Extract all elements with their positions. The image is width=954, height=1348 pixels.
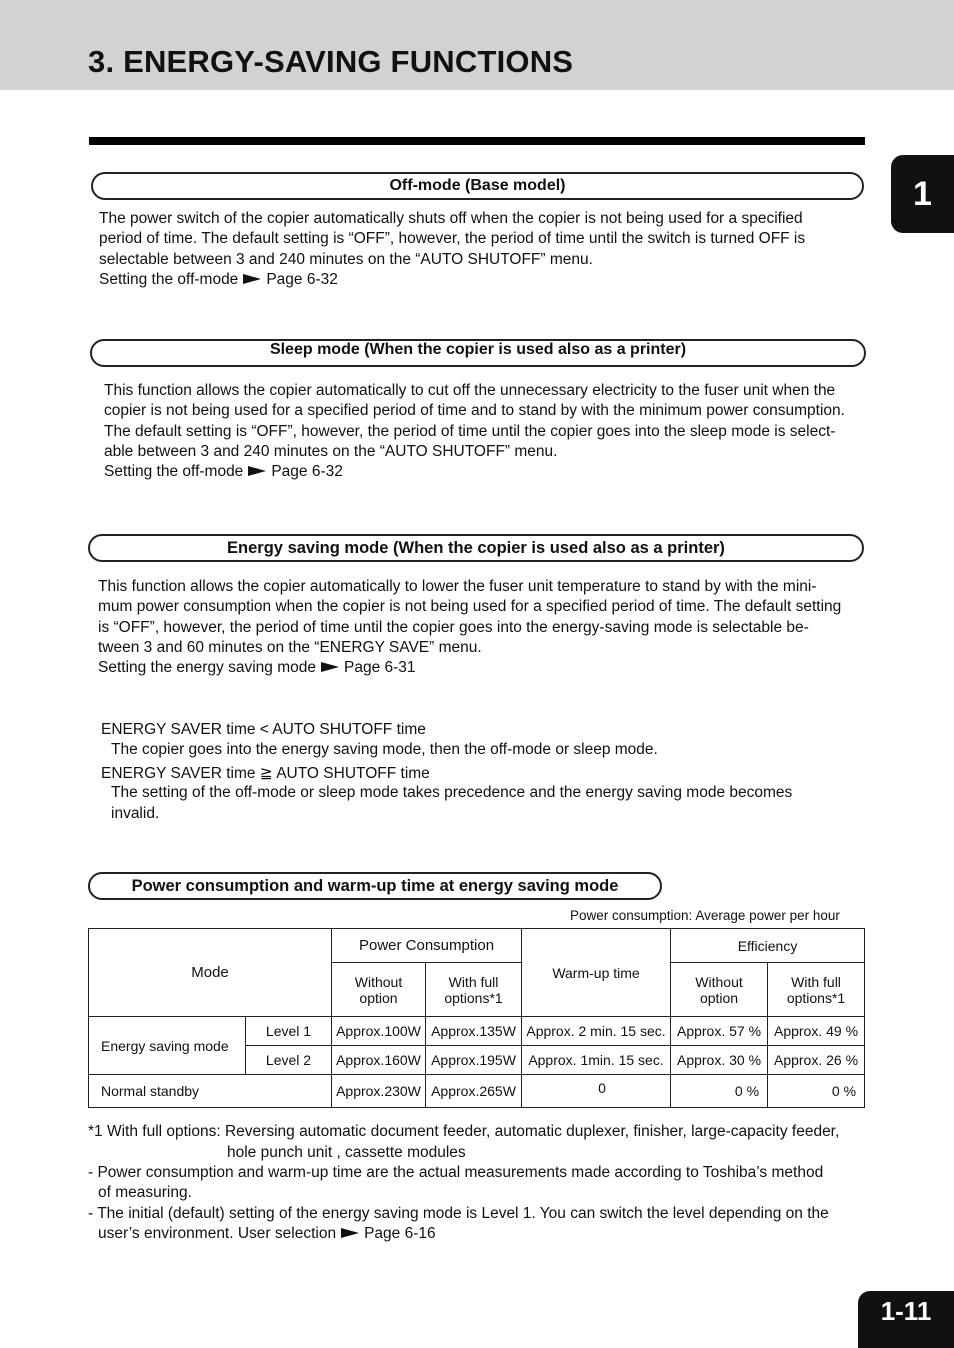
page-reference: Setting the off-mode Page 6-32 bbox=[104, 463, 343, 481]
efficiency-without-cell: Approx. 30 % bbox=[671, 1046, 768, 1075]
text-line: This function allows the copier automatically to cut off the unnecessary electricity to the fuser unit when the bbox=[104, 382, 836, 399]
section-heading-energy-saving-mode: Energy saving mode (When the copier is used also as a printer) bbox=[88, 534, 864, 562]
power-without-cell: Approx.100W bbox=[332, 1017, 426, 1046]
section-heading-sleep-mode: Sleep mode (When the copier is used also as a printer) bbox=[90, 339, 866, 367]
text-line: mum power consumption when the copier is not being used for a specified period of time. The default setting bbox=[98, 598, 842, 616]
normal-standby-label: Normal standby bbox=[89, 1075, 332, 1108]
text-line: tween 3 and 60 minutes on the “ENERGY SAVE” menu. bbox=[98, 638, 482, 656]
table-row bbox=[89, 1075, 865, 1108]
header-without-option: Without option bbox=[332, 963, 426, 1017]
table-note: Power consumption: Average power per hour bbox=[570, 908, 840, 923]
text-line: The power switch of the copier automatically shuts off when the copier is not being used for a specified bbox=[99, 210, 803, 227]
title-rule bbox=[89, 137, 865, 145]
power-with-cell: Approx.265W bbox=[426, 1075, 522, 1108]
text-line: selectable between 3 and 240 minutes on the “AUTO SHUTOFF” menu. bbox=[99, 250, 593, 268]
condition-1-description: The copier goes into the energy saving mode, then the off-mode or sleep mode. bbox=[111, 741, 658, 758]
page-header bbox=[0, 0, 954, 90]
header-without-option: Without option bbox=[671, 963, 768, 1017]
text-line: copier is not being used for a specified period of time and to stand by with the minimum power consumption. bbox=[104, 402, 845, 420]
section-heading-power-consumption: Power consumption and warm-up time at energy saving mode bbox=[88, 872, 662, 900]
sleep-mode-paragraph bbox=[104, 381, 845, 482]
text-line: is “OFF”, however, the period of time until the copier goes into the energy-saving mode is selectable be- bbox=[98, 618, 809, 636]
arrow-right-icon bbox=[341, 1228, 359, 1238]
efficiency-without-cell: Approx. 57 % bbox=[671, 1017, 768, 1046]
condition-2-description: The setting of the off-mode or sleep mode takes precedence and the energy saving mode becomes bbox=[111, 784, 793, 801]
condition-2: ENERGY SAVER time ≧ AUTO SHUTOFF time bbox=[101, 765, 430, 782]
condition-1: ENERGY SAVER time < AUTO SHUTOFF time bbox=[101, 721, 426, 738]
power-without-cell: Approx.230W bbox=[332, 1075, 426, 1108]
chapter-tab: 1 bbox=[891, 155, 954, 233]
text-line: This function allows the copier automatically to lower the fuser unit temperature to stand by with the mini- bbox=[98, 578, 817, 595]
footnote-1-continued: hole punch unit , cassette modules bbox=[227, 1144, 466, 1161]
arrow-right-icon bbox=[243, 274, 261, 284]
off-mode-paragraph bbox=[99, 209, 805, 290]
arrow-right-icon bbox=[321, 662, 339, 672]
power-without-cell: Approx.160W bbox=[332, 1046, 426, 1075]
table-row bbox=[89, 1017, 865, 1046]
header-with-full-options: With full options*1 bbox=[426, 963, 522, 1017]
text-line: period of time. The default setting is “OFF”, however, the period of time until the switch is turned OFF is bbox=[99, 230, 806, 248]
level-cell: Level 1 bbox=[246, 1017, 332, 1046]
condition-2-description: invalid. bbox=[111, 805, 160, 822]
text-line: able between 3 and 240 minutes on the “AUTO SHUTOFF” menu. bbox=[104, 442, 558, 460]
efficiency-with-cell: Approx. 49 % bbox=[768, 1017, 865, 1046]
header-efficiency: Efficiency bbox=[671, 929, 865, 963]
footnote-3: - The initial (default) setting of the energy saving mode is Level 1. You can switch the level depending on the bbox=[88, 1205, 829, 1222]
energy-saving-mode-label: Energy saving mode bbox=[89, 1017, 246, 1075]
page-reference: Setting the energy saving mode Page 6-31 bbox=[98, 659, 416, 677]
efficiency-with-cell: 0 % bbox=[768, 1075, 865, 1108]
header-mode: Mode bbox=[89, 929, 332, 1017]
warm-up-cell: Approx. 1min. 15 sec. bbox=[522, 1046, 671, 1075]
arrow-right-icon bbox=[248, 466, 266, 476]
energy-mode-paragraph bbox=[98, 577, 841, 678]
page-number: 1-11 bbox=[858, 1291, 954, 1348]
efficiency-without-cell: 0 % bbox=[671, 1075, 768, 1108]
page-reference: Setting the off-mode Page 6-32 bbox=[99, 270, 338, 288]
power-consumption-table bbox=[88, 928, 865, 1108]
warm-up-cell: 0 bbox=[522, 1075, 671, 1108]
text-line: The default setting is “OFF”, however, the period of time until the copier goes into the sleep mode is select- bbox=[104, 422, 836, 440]
level-cell: Level 2 bbox=[246, 1046, 332, 1075]
page-title: 3. ENERGY-SAVING FUNCTIONS bbox=[88, 44, 574, 79]
footnote-3-continued: user’s environment. User selection Page 6-16 bbox=[98, 1225, 436, 1242]
section-heading-off-mode: Off-mode (Base model) bbox=[91, 172, 864, 200]
power-with-cell: Approx.195W bbox=[426, 1046, 522, 1075]
header-with-full-options: With full options*1 bbox=[768, 963, 865, 1017]
warm-up-cell: Approx. 2 min. 15 sec. bbox=[522, 1017, 671, 1046]
efficiency-with-cell: Approx. 26 % bbox=[768, 1046, 865, 1075]
header-warm-up-time: Warm-up time bbox=[522, 929, 671, 1017]
footnote-2: - Power consumption and warm-up time are the actual measurements made according to Toshiba’s method bbox=[88, 1164, 824, 1181]
footnote-1: *1 With full options: Reversing automatic document feeder, automatic duplexer, finisher, large-capacity feeder, bbox=[88, 1123, 840, 1140]
power-with-cell: Approx.135W bbox=[426, 1017, 522, 1046]
header-power-consumption: Power Consumption bbox=[332, 929, 522, 963]
footnote-2-continued: of measuring. bbox=[98, 1184, 192, 1201]
